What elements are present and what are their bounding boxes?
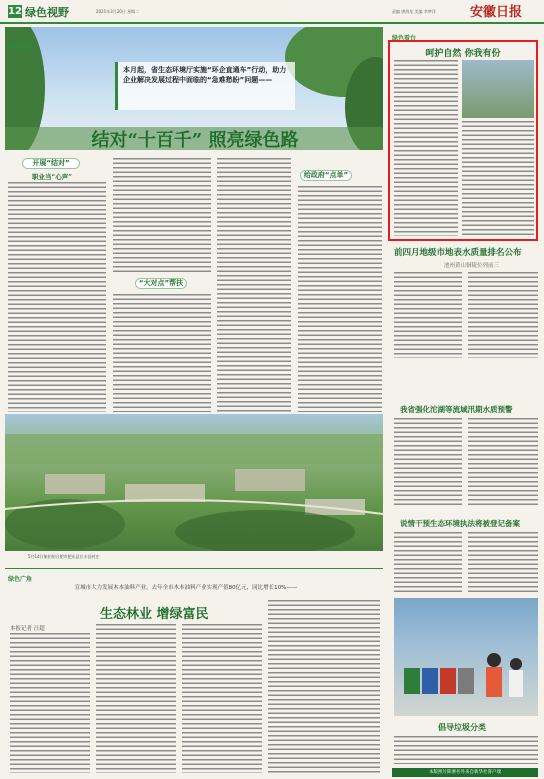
article-body-col4 bbox=[298, 186, 382, 412]
article1-subtitle: 池州黄山铜陵位列前三 bbox=[444, 263, 500, 269]
issue-date: 2021年3月20日 星期二 bbox=[96, 9, 140, 14]
bottom-body-col4 bbox=[268, 600, 380, 773]
photo-title: 倡导垃圾分类 bbox=[438, 722, 486, 732]
article3-title: 说情干预生态环境执法将被登记备案 bbox=[400, 519, 520, 528]
sidebar-tag-label: 开展“结对” bbox=[22, 158, 80, 169]
lead-section-tag: 绿色聚焦 bbox=[8, 44, 33, 51]
article3-body-left bbox=[394, 532, 462, 594]
article2-body-right bbox=[468, 418, 538, 508]
article-body-col3 bbox=[217, 158, 291, 412]
sidebar-title-2: “大对点”帮扶 bbox=[135, 278, 187, 289]
sidebar-title-3: 给政府“点单” bbox=[300, 170, 352, 181]
editor-line: 责编 唐海龙 美编 李梦洋 bbox=[392, 9, 436, 14]
article1-title: 前四月地级市地表水质量排名公布 bbox=[394, 248, 522, 258]
feature-title: 呵护自然 你我有份 bbox=[425, 49, 501, 59]
page-number: 12 bbox=[8, 6, 22, 17]
bottom-body-col2 bbox=[96, 624, 176, 773]
page-header bbox=[0, 0, 544, 24]
article3-body-right bbox=[468, 532, 538, 594]
lead-headline: 结对“十百千” 照亮绿色路 bbox=[91, 130, 299, 151]
article1-body-right bbox=[468, 272, 538, 358]
garbage-sorting-photo bbox=[394, 598, 538, 716]
bottom-kicker: 宣城市大力发展木本油料产业，去年全市木本油料产业实现产值80亿元，同比增长10%—— bbox=[74, 585, 298, 591]
lead-summary: 本月起，省生态环境厅实施“环企直通车”行动，助力企业解决发展过程中面临的“急难愁盼”问题—— bbox=[115, 62, 295, 110]
feature-body-right bbox=[462, 121, 534, 236]
bottom-body-col3 bbox=[182, 624, 262, 773]
article-body-col2a bbox=[113, 158, 211, 273]
sidebar-title-1: 职业当“心声” bbox=[32, 173, 72, 181]
bottom-byline: 本报记者 汪超 bbox=[10, 626, 45, 632]
section-divider bbox=[5, 568, 383, 569]
article-body-col1 bbox=[8, 182, 106, 412]
photo-caption-body bbox=[394, 736, 538, 764]
bottom-headline: 生态林业 增绿富民 bbox=[100, 607, 209, 622]
bottom-body-col1 bbox=[10, 633, 90, 773]
article-body-col2b bbox=[113, 294, 211, 412]
aerial-village-illustration bbox=[5, 414, 383, 551]
article1-body-left bbox=[394, 272, 462, 358]
bottom-section-tag: 绿色广角 bbox=[8, 576, 33, 583]
right-section-tag: 绿色看台 bbox=[392, 35, 417, 42]
sorting-bins-illustration bbox=[394, 598, 538, 716]
newspaper-logo: 安徽日报 bbox=[470, 5, 523, 20]
photo-caption: 5月14日航拍的合肥市肥东县长丰县村庄 bbox=[28, 554, 100, 559]
article2-title: 我省强化沱湖等流域汛期水质预警 bbox=[400, 405, 513, 414]
section-title: 绿色视野 bbox=[25, 6, 69, 19]
article2-body-left bbox=[394, 418, 462, 508]
aerial-village-photo bbox=[5, 414, 383, 551]
feature-photo bbox=[462, 60, 534, 118]
feature-body-left bbox=[394, 60, 458, 236]
page-footer-note: 本版照片除署名外来自新华社客户端 bbox=[392, 768, 538, 777]
